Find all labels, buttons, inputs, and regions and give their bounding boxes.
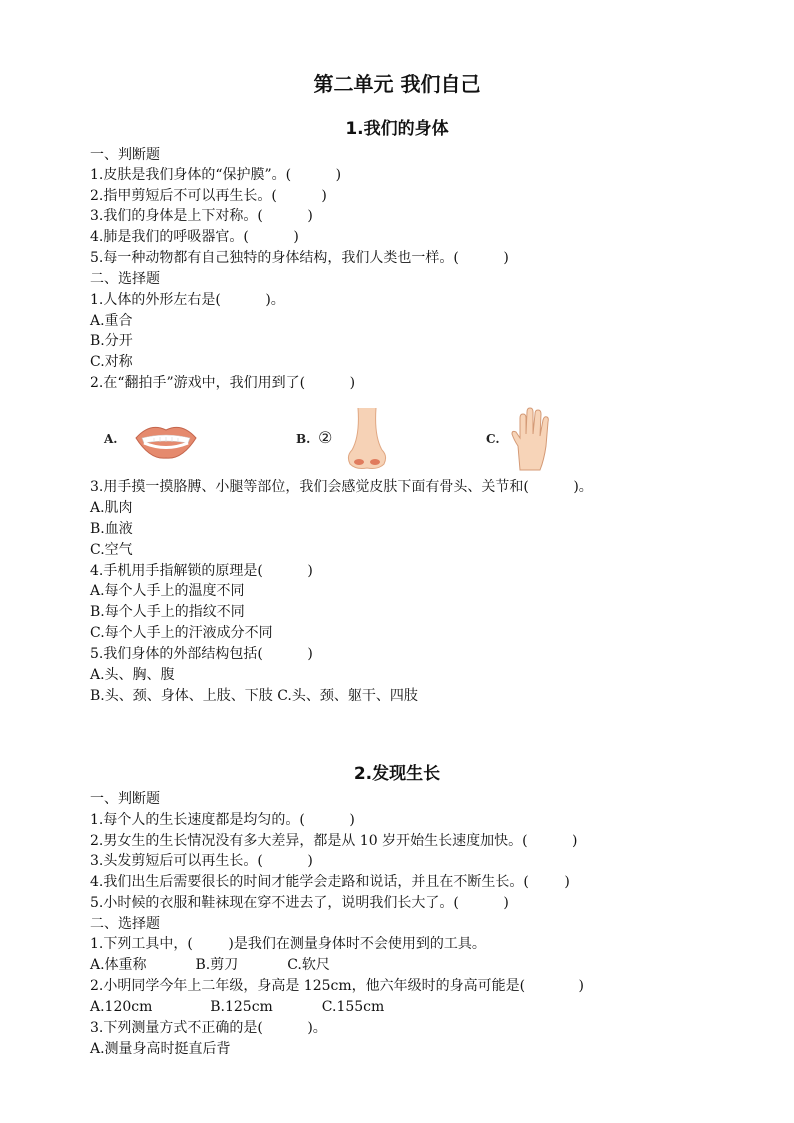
question-line: 3.下列测量方式不正确的是( )。	[90, 1020, 327, 1036]
question-line: 3.头发剪短后可以再生长。( )	[90, 853, 313, 869]
question-line: 3.用手摸一摸胳膊、小腿等部位，我们会感觉皮肤下面有骨头、关节和( )。	[90, 479, 593, 495]
option-c-label: C.	[486, 432, 500, 446]
question-line: 2.小明同学今年上二年级，身高是 125cm，他六年级时的身高可能是( )	[90, 978, 584, 994]
image-options	[104, 412, 624, 472]
option-a-label: A.	[104, 432, 118, 446]
question-line: 4.我们出生后需要很长的时间才能学会走路和说话，并且在不断生长。( )	[90, 874, 570, 890]
question-line: 4.肺是我们的呼吸器官。( )	[90, 229, 299, 245]
question-line: 2.男女生的生长情况没有多大差异，都是从 10 岁开始生长速度加快。( )	[90, 833, 578, 849]
question-line: 1.人体的外形左右是( )。	[90, 292, 285, 308]
option-line: A.每个人手上的温度不同	[90, 583, 245, 599]
option-line: B.头、颈、身体、上肢、下肢 C.头、颈、躯干、四肢	[90, 688, 418, 704]
option-line: A.测量身高时挺直后背	[90, 1041, 231, 1057]
option-b-label: B.	[296, 432, 311, 446]
nose-icon	[342, 406, 392, 472]
hand-icon	[510, 406, 554, 472]
option-line: B.血液	[90, 521, 133, 537]
lesson1-title: 1.我们的身体	[345, 119, 449, 139]
question-line: 1.每个人的生长速度都是均匀的。( )	[90, 812, 355, 828]
mouth-icon	[134, 418, 198, 464]
option-line: A.体重称 B.剪刀 C.软尺	[90, 957, 330, 973]
question-line: 4.手机用手指解锁的原理是( )	[90, 563, 313, 579]
option-line: C.每个人手上的汗液成分不同	[90, 625, 273, 641]
question-line: 5.我们身体的外部结构包括( )	[90, 646, 313, 662]
lesson2-section-choice: 二、选择题	[90, 916, 160, 932]
question-line: 1.皮肤是我们身体的“保护膜”。( )	[90, 167, 342, 183]
option-line: A.重合	[90, 313, 133, 329]
unit-title: 第二单元 我们自己	[313, 72, 481, 96]
option-line: A.120cm B.125cm C.155cm	[90, 999, 385, 1015]
question-line: 3.我们的身体是上下对称。( )	[90, 208, 313, 224]
option-line: C.对称	[90, 354, 133, 370]
option-line: C.空气	[90, 542, 133, 558]
circled-two-mark: ②	[318, 428, 333, 447]
lesson1-section-judge: 一、判断题	[90, 147, 160, 163]
option-line: B.每个人手上的指纹不同	[90, 604, 245, 620]
question-line: 5.每一种动物都有自己独特的身体结构，我们人类也一样。( )	[90, 250, 509, 266]
option-line: A.肌肉	[90, 500, 133, 516]
lesson2-title: 2.发现生长	[353, 764, 441, 784]
option-line: B.分开	[90, 333, 133, 349]
question-line: 2.指甲剪短后不可以再生长。( )	[90, 188, 327, 204]
lesson2-section-judge: 一、判断题	[90, 791, 160, 807]
question-line: 1.下列工具中，( )是我们在测量身体时不会使用到的工具。	[90, 936, 486, 952]
question-line: 5.小时候的衣服和鞋袜现在穿不进去了，说明我们长大了。( )	[90, 895, 509, 911]
question-line: 2.在“翻拍手”游戏中，我们用到了( )	[90, 375, 356, 391]
option-line: A.头、胸、腹	[90, 667, 175, 683]
lesson1-section-choice: 二、选择题	[90, 271, 160, 287]
